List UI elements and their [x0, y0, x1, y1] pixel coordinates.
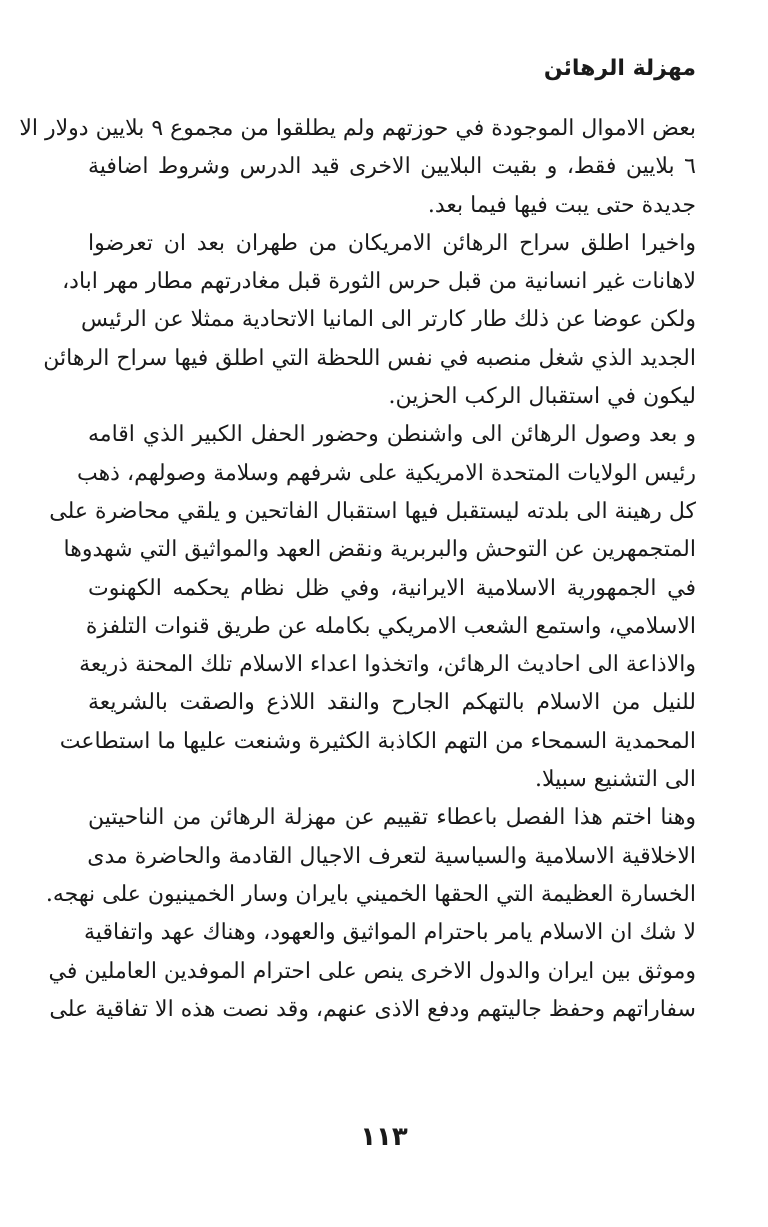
text-line: المتجمهرين عن التوحش والبربرية ونقض العهد والمواثيق التي شهدوها [63, 537, 696, 563]
text-line: في الجمهورية الاسلامية الايرانية، وفي ظل نظام يحكمه الكهنوت [88, 575, 696, 601]
text-line: ليكون في استقبال الركب الحزين. [388, 384, 696, 410]
page-number: ١١٣ [360, 1122, 408, 1152]
running-head: مهزلة الرهائن [543, 56, 696, 81]
text-line: وهنا اختم هذا الفصل باعطاء تقييم عن مهزلة الرهائن من الناحيتين [88, 805, 696, 831]
text-line: الجديد الذي شغل منصبه في نفس اللحظة التي اطلق فيها سراح الرهائن [43, 345, 696, 371]
text-line: واخيرا اطلق سراح الرهائن الامريكان من طهران بعد ان تعرضوا [88, 230, 696, 256]
paragraph [43, 225, 696, 416]
text-line: سفاراتهم وحفظ جاليتهم ودفع الاذى عنهم، وقد نصت هذه الا تفاقية على [49, 996, 696, 1022]
text-line: رئيس الولايات المتحدة الامريكية على شرفهم وسلامة وصولهم، ذهب [76, 460, 696, 486]
text-line: الاسلامي، واستمع الشعب الامريكي بكامله عن طريق قنوات التلفزة [85, 613, 696, 639]
text-line: الاخلاقية الاسلامية والسياسية لتعرف الاجيال القادمة والحاضرة مدى [87, 843, 696, 869]
text-line: لاهانات غير انسانية من قبل حرس الثورة قبل مغادرتهم مطار مهر اباد، [62, 269, 696, 295]
text-line: و بعد وصول الرهائن الى واشنطن وحضور الحفل الكبير الذي اقامه [88, 422, 696, 448]
paragraph [49, 416, 696, 799]
paragraph [48, 914, 696, 1029]
text-line: الخسارة العظيمة التي الحقها الخميني بايران وسار الخمينيون على نهجه. [45, 881, 696, 907]
text-line: بعض الاموال الموجودة في حوزتهم ولم يطلقوا من مجموع ٩ بلايين دولار الا [19, 116, 696, 141]
text-line: والاذاعة الى احاديث الرهائن، واتخذوا اعداء الاسلام تلك المحنة ذريعة [79, 652, 696, 678]
text-line: ولكن عوضا عن ذلك طار كارتر الى المانيا الاتحادية ممثلا عن الرئيس [80, 307, 696, 333]
body-text [19, 110, 696, 1029]
paragraph [19, 110, 696, 225]
paragraph [45, 799, 696, 914]
text-line: كل رهينة الى بلدته ليستقبل فيها استقبال الفاتحين و يلقي محاضرة على [49, 498, 696, 524]
text-line: لا شك ان الاسلام يامر باحترام المواثيق والعهود، وهناك عهد واتفاقية [84, 920, 696, 946]
text-line: الى التشنيع سبيلا. [534, 767, 696, 793]
text-line: ٦ بلايين فقط، و بقيت البلايين الاخرى قيد الدرس وشروط اضافية [88, 154, 696, 180]
text-line: وموثق بين ايران والدول الاخرى ينص على احترام الموفدين العاملين في [48, 958, 696, 984]
text-line: المحمدية السمحاء من التهم الكاذبة الكثيرة وشنعت عليها ما استطاعت [59, 728, 696, 754]
text-line: للنيل من الاسلام بالتهكم الجارح والنقد اللاذع والصقت بالشريعة [88, 690, 696, 716]
text-line: جديدة حتى يبت فيها فيما بعد. [427, 192, 696, 218]
